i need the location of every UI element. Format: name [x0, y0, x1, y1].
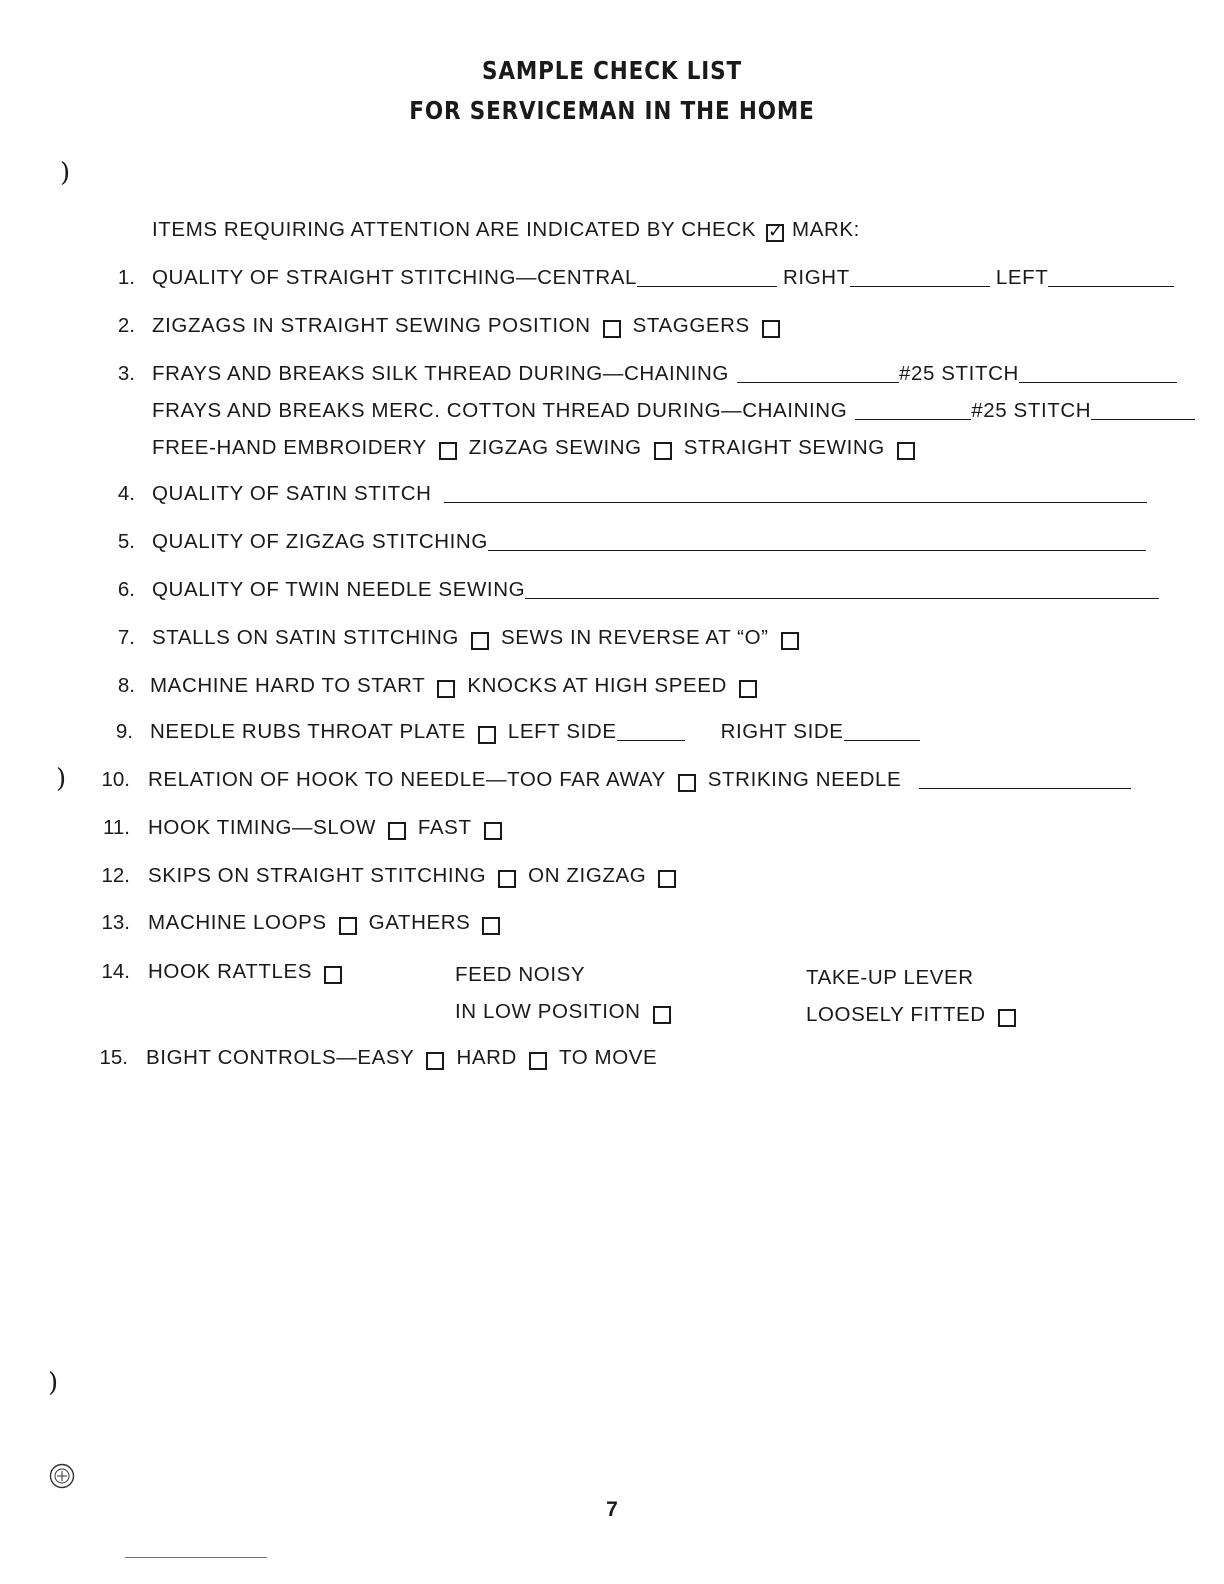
twin-needle-blank[interactable]	[525, 597, 1159, 599]
item-4-label: QUALITY OF SATIN STITCH	[152, 482, 432, 505]
item-number: 2.	[117, 314, 135, 337]
zigzag-sewing-checkbox[interactable]	[654, 442, 672, 460]
item-8-label: MACHINE HARD TO START	[150, 674, 426, 697]
item-3-zigzag-label: ZIGZAG SEWING	[468, 436, 642, 459]
item-3-cotton-stitch-label: #25 STITCH	[971, 399, 1092, 422]
footer-rule	[125, 1557, 267, 1558]
item-15-hard-label: HARD	[456, 1046, 517, 1069]
skips-straight-checkbox[interactable]	[498, 870, 516, 888]
item-14-hook	[148, 960, 354, 984]
left-blank[interactable]	[1048, 285, 1174, 287]
item-9-label: NEEDLE RUBS THROAT PLATE	[150, 720, 466, 743]
timing-slow-checkbox[interactable]	[388, 822, 406, 840]
item-number: 3.	[117, 362, 135, 385]
page-number: 7	[606, 1498, 618, 1521]
item-3-silk-stitch-label: #25 STITCH	[898, 362, 1019, 385]
silk-chaining-blank[interactable]	[737, 381, 899, 383]
item-3-straight-label: STRAIGHT SEWING	[683, 436, 885, 459]
timing-fast-checkbox[interactable]	[484, 822, 502, 840]
item-3-line2	[152, 399, 1195, 423]
printer-seal-icon	[49, 1463, 75, 1489]
item-number: 5.	[117, 530, 135, 553]
item-13-label: MACHINE LOOPS	[148, 911, 327, 934]
item-number: 8.	[117, 674, 135, 697]
right-side-blank[interactable]	[844, 739, 920, 741]
item-3-silk-label: FRAYS AND BREAKS SILK THREAD DURING—CHAINING	[152, 362, 729, 385]
item-11-label: HOOK TIMING—SLOW	[148, 816, 376, 839]
item-9-left-label: LEFT SIDE	[507, 720, 617, 743]
item-15	[146, 1046, 657, 1070]
item-12-zigzag-label: ON ZIGZAG	[528, 864, 647, 887]
item-number: 12.	[101, 864, 130, 887]
page-title-line1: SAMPLE CHECK LIST	[481, 56, 742, 85]
feed-noisy-checkbox[interactable]	[653, 1006, 671, 1024]
item-6	[152, 578, 1159, 602]
item-1-label: QUALITY OF STRAIGHT STITCHING—CENTRAL	[152, 266, 638, 289]
item-3-embroidery-label: FREE-HAND EMBROIDERY	[152, 436, 427, 459]
satin-stitch-blank[interactable]	[444, 501, 1147, 503]
item-8	[150, 674, 769, 698]
intro-text: ITEMS REQUIRING ATTENTION ARE INDICATED BY CHECK	[152, 218, 757, 241]
item-15-move-label: TO MOVE	[558, 1046, 658, 1069]
left-side-blank[interactable]	[617, 739, 685, 741]
item-14-loose	[806, 1003, 1028, 1027]
knocks-checkbox[interactable]	[739, 680, 757, 698]
checked-checkbox-example	[766, 224, 784, 242]
central-blank[interactable]	[637, 285, 777, 287]
item-14-takeup-label: TAKE-UP LEVER	[806, 966, 974, 989]
item-7-reverse-label: SEWS IN REVERSE AT “O”	[500, 626, 769, 649]
cotton-chaining-blank[interactable]	[855, 418, 971, 420]
hard-to-start-checkbox[interactable]	[437, 680, 455, 698]
item-number: 6.	[117, 578, 135, 601]
item-number: 1.	[117, 266, 135, 289]
item-4	[152, 482, 1147, 506]
item-5-label: QUALITY OF ZIGZAG STITCHING	[152, 530, 488, 553]
item-7-label: STALLS ON SATIN STITCHING	[152, 626, 459, 649]
item-number: 14.	[101, 960, 130, 983]
item-10	[148, 768, 1131, 792]
item-13-gathers-label: GATHERS	[368, 911, 471, 934]
item-14-feed	[455, 963, 585, 987]
binding-mark: )	[60, 158, 71, 188]
gathers-checkbox[interactable]	[482, 917, 500, 935]
item-14-feed-label: FEED NOISY	[455, 963, 586, 986]
item-1-left-label: LEFT	[995, 266, 1049, 289]
item-1	[152, 266, 1174, 290]
striking-needle-blank[interactable]	[919, 787, 1131, 789]
item-2	[152, 314, 792, 338]
hook-rattles-checkbox[interactable]	[324, 966, 342, 984]
item-14-label: HOOK RATTLES	[148, 960, 313, 983]
binding-mark: )	[56, 764, 67, 794]
item-number: 9.	[115, 720, 133, 743]
item-14-takeup	[806, 966, 974, 990]
throat-plate-checkbox[interactable]	[478, 726, 496, 744]
intro-line	[152, 218, 860, 242]
item-2-label: ZIGZAGS IN STRAIGHT SEWING POSITION	[152, 314, 591, 337]
too-far-away-checkbox[interactable]	[678, 774, 696, 792]
embroidery-checkbox[interactable]	[439, 442, 457, 460]
item-3-cotton-label: FRAYS AND BREAKS MERC. COTTON THREAD DURING—CHAINING	[152, 399, 848, 422]
item-13	[148, 911, 512, 935]
item-10-label: RELATION OF HOOK TO NEEDLE—TOO FAR AWAY	[148, 768, 666, 791]
item-12-label: SKIPS ON STRAIGHT STITCHING	[148, 864, 487, 887]
bight-easy-checkbox[interactable]	[426, 1052, 444, 1070]
bight-hard-checkbox[interactable]	[529, 1052, 547, 1070]
sews-reverse-checkbox[interactable]	[781, 632, 799, 650]
item-number: 4.	[117, 482, 135, 505]
zigzag-stitching-blank[interactable]	[488, 549, 1146, 551]
item-5	[152, 530, 1146, 554]
item-number: 10.	[101, 768, 130, 791]
loosely-fitted-checkbox[interactable]	[998, 1009, 1016, 1027]
item-6-label: QUALITY OF TWIN NEEDLE SEWING	[152, 578, 526, 601]
item-11-fast-label: FAST	[417, 816, 472, 839]
item-15-label: BIGHT CONTROLS—EASY	[146, 1046, 415, 1069]
item-2-staggers-label: STAGGERS	[632, 314, 750, 337]
item-8-knocks-label: KNOCKS AT HIGH SPEED	[467, 674, 727, 697]
item-number: 7.	[117, 626, 135, 649]
binding-mark: )	[48, 1368, 59, 1398]
item-11	[148, 816, 514, 840]
page-title-line2: FOR SERVICEMAN IN THE HOME	[409, 96, 815, 125]
item-10-striking-label: STRIKING NEEDLE	[707, 768, 902, 791]
item-9-right-label: RIGHT SIDE	[720, 720, 844, 743]
item-number: 11.	[103, 816, 130, 839]
skips-zigzag-checkbox[interactable]	[658, 870, 676, 888]
zigzags-checkbox[interactable]	[603, 320, 621, 338]
item-14-low	[455, 1000, 683, 1024]
item-14-low-label: IN LOW POSITION	[455, 1000, 641, 1023]
item-3-line3	[152, 436, 927, 460]
intro-text-end: MARK:	[792, 218, 860, 241]
item-3-line1	[152, 362, 1177, 386]
cotton-stitch-blank[interactable]	[1091, 418, 1195, 420]
item-number: 13.	[101, 911, 130, 934]
silk-stitch-blank[interactable]	[1019, 381, 1177, 383]
straight-sewing-checkbox[interactable]	[897, 442, 915, 460]
item-12	[148, 864, 688, 888]
item-9	[150, 720, 920, 744]
right-blank[interactable]	[850, 285, 990, 287]
staggers-checkbox[interactable]	[762, 320, 780, 338]
item-1-right-label: RIGHT	[783, 266, 850, 289]
stalls-checkbox[interactable]	[471, 632, 489, 650]
item-7	[152, 626, 811, 650]
item-14-loose-label: LOOSELY FITTED	[806, 1003, 986, 1026]
loops-checkbox[interactable]	[339, 917, 357, 935]
item-number: 15.	[99, 1046, 128, 1069]
